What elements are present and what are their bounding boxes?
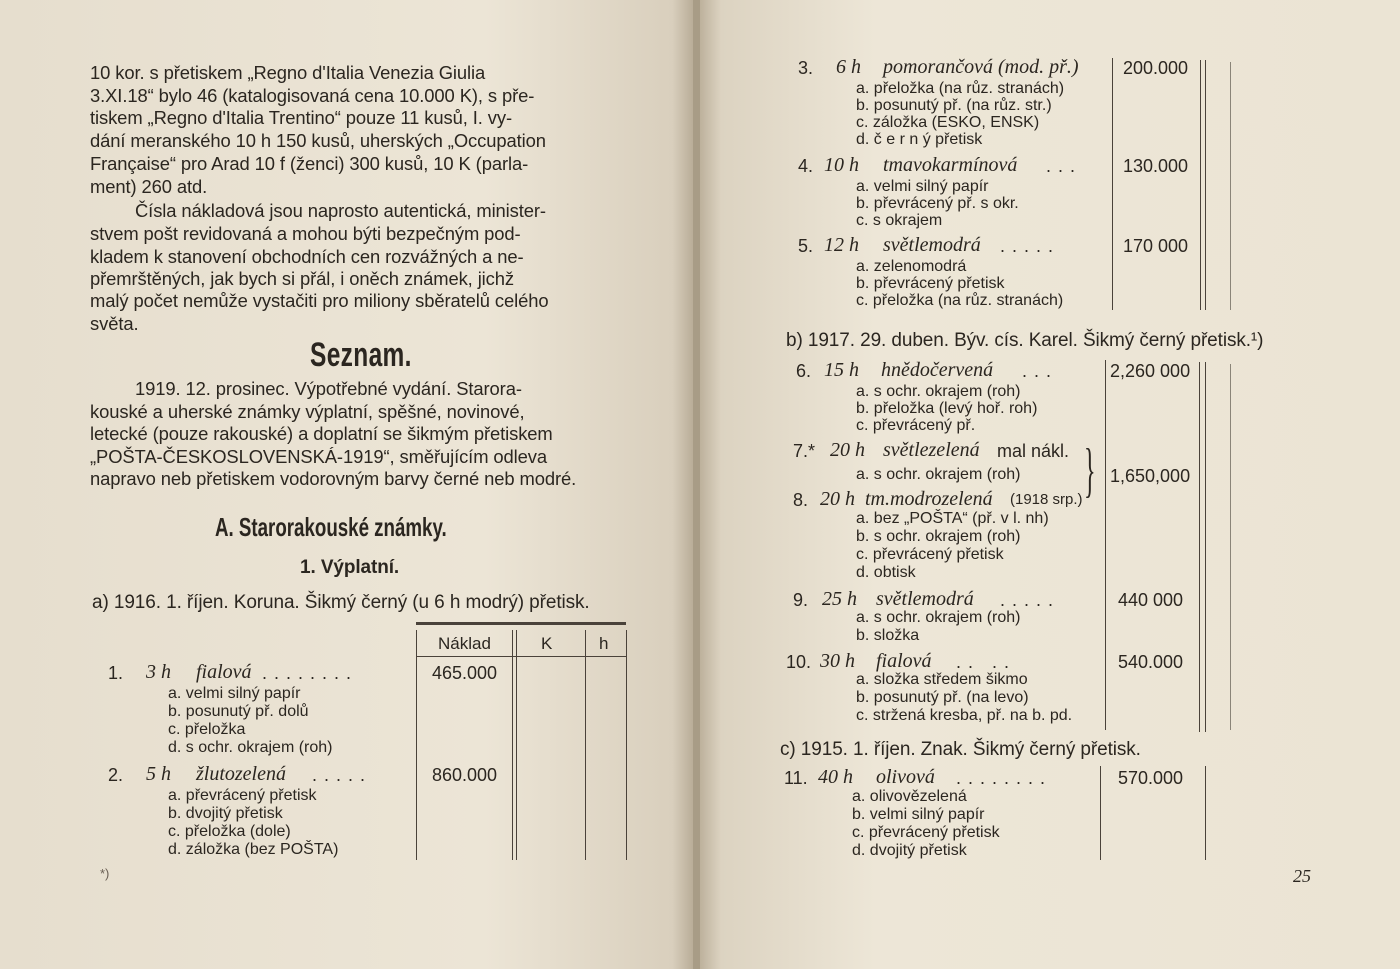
table-top-rule xyxy=(416,622,626,625)
variety: a. velmi silný papír xyxy=(856,178,989,195)
table-header: K xyxy=(541,634,553,653)
entry-value: 6 h xyxy=(836,56,861,78)
entry-number: 4. xyxy=(798,156,814,176)
entry-number: 8. xyxy=(793,490,809,510)
entry-value: 20 h xyxy=(830,439,865,461)
variety: b. převrácený př. s okr. xyxy=(856,195,1019,212)
page-heading: Seznam. xyxy=(310,336,412,374)
variety: b. posunutý př. dolů xyxy=(168,703,309,720)
table-rule xyxy=(516,630,517,860)
variety: b. posunutý př. (na levo) xyxy=(856,689,1029,706)
intro-line: dání meranského 10 h 150 kusů, uherských „Occupation xyxy=(90,130,546,151)
variety: b. převrácený přetisk xyxy=(856,275,1005,292)
entry-name: fialová xyxy=(876,650,932,672)
entry-dots: . . . . . xyxy=(1000,236,1055,256)
entry-name: světlezelená xyxy=(883,439,980,461)
variety: b. složka xyxy=(856,627,920,644)
entry-name: pomorančová (mod. př.) xyxy=(883,56,1079,78)
intro-line: kladem k stanovení obchodních cen rozvážných a ne- xyxy=(90,246,524,267)
count-column-rule xyxy=(1100,766,1101,860)
right-page xyxy=(700,0,1400,969)
section-heading: A. Starorakouské známky. xyxy=(215,512,447,542)
entry-suffix: (1918 srp.) xyxy=(1010,491,1083,508)
table-header: h xyxy=(599,634,609,653)
entry-number: 6. xyxy=(796,361,812,381)
footer-mark: *) xyxy=(100,866,110,881)
variety: d. s ochr. okrajem (roh) xyxy=(168,739,333,756)
entry-number: 1. xyxy=(108,663,124,683)
intro-line: přemrštěných, jak bych si přál, i oněch známek, jichž xyxy=(90,268,514,289)
issue-line: napravo neb přetiskem vodorovným barvy černé neb modré. xyxy=(90,468,577,489)
entry-number: 5. xyxy=(798,236,814,256)
variety: d. dvojitý přetisk xyxy=(852,842,967,859)
left-page xyxy=(0,0,693,969)
variety: a. olivovězelená xyxy=(852,788,967,805)
variety: a. převrácený přetisk xyxy=(168,787,317,804)
entry-value: 3 h xyxy=(146,661,171,683)
issue-subheading: b) 1917. 29. duben. Býv. cís. Karel. Šikmý černý přetisk.¹) xyxy=(786,330,1264,351)
entry-number: 2. xyxy=(108,765,124,785)
entry-count: 200.000 xyxy=(1123,58,1189,78)
variety: d. záložka (bez POŠTA) xyxy=(168,841,339,858)
entry-name: světlemodrá xyxy=(883,234,981,256)
entry-count: 540.000 xyxy=(1118,652,1184,672)
intro-line: Française“ pro Arad 10 f (ženci) 300 kusů, 10 K (parla- xyxy=(90,153,529,174)
table-rule xyxy=(585,630,586,860)
entry-value: 25 h xyxy=(822,588,857,610)
intro-line: ment) 260 atd. xyxy=(90,176,208,197)
intro-line: malý počet nemůže vystačiti pro miliony sběratelů celého xyxy=(90,290,549,311)
subsection-heading: 1. Výplatní. xyxy=(300,557,400,578)
variety: a. velmi silný papír xyxy=(168,685,301,702)
entry-value: 40 h xyxy=(818,766,853,788)
variety: c. převrácený přetisk xyxy=(856,546,1004,563)
variety: c. přeložka (dole) xyxy=(168,823,291,840)
entry-count: 440 000 xyxy=(1118,590,1184,610)
page-number: 25 xyxy=(1293,866,1311,886)
count-column-rule xyxy=(1105,360,1106,730)
entry-name: olivová xyxy=(876,766,935,788)
entry-number: 10. xyxy=(786,652,812,672)
entry-name: fialová xyxy=(196,661,252,683)
h-column-rule xyxy=(1230,364,1231,730)
variety: b. velmi silný papír xyxy=(852,806,985,823)
h-column-rule xyxy=(1230,62,1231,310)
issue-line: kouské a uherské známky výplatní, spěšné, novinové, xyxy=(90,401,525,422)
entry-dots: . . . . . . . . xyxy=(262,663,353,683)
k-column-rule xyxy=(1200,60,1201,310)
variety: a. s ochr. okrajem (roh) xyxy=(856,383,1021,400)
entry-count: 130.000 xyxy=(1123,156,1189,176)
intro-line: Čísla nákladová jsou naprosto autentická, minister- xyxy=(135,200,546,221)
entry-value: 30 h xyxy=(820,650,855,672)
entry-number: 3. xyxy=(798,58,814,78)
variety: c. záložka (ESKO, ENSK) xyxy=(856,114,1040,131)
variety: a. bez „POŠTA“ (př. v l. nh) xyxy=(856,510,1049,527)
table-rule xyxy=(512,630,513,860)
variety: a. složka středem šikmo xyxy=(856,671,1028,688)
variety: a. přeložka (na růz. stranách) xyxy=(856,80,1065,97)
entry-suffix: mal nákl. xyxy=(997,441,1070,461)
intro-line: 10 kor. s přetiskem „Regno d'Italia Venezia Giulia xyxy=(90,62,486,83)
entry-value: 10 h xyxy=(824,154,859,176)
variety: b. s ochr. okrajem (roh) xyxy=(856,528,1021,545)
variety: c. s okrajem xyxy=(856,212,943,229)
entry-number: 9. xyxy=(793,590,809,610)
variety: b. přeložka (levý hoř. roh) xyxy=(856,400,1038,417)
entry-count: 465.000 xyxy=(432,663,498,683)
entry-dots: . . . . . . . . xyxy=(956,768,1047,788)
variety: c. přeložka xyxy=(168,721,246,738)
entry-dots: . . . . xyxy=(956,652,1011,672)
variety: a. s ochr. okrajem (roh) xyxy=(856,609,1021,626)
intro-line: stvem pošt revidovaná a mohou býti bezpečným pod- xyxy=(90,223,521,244)
variety: b. dvojitý přetisk xyxy=(168,805,283,822)
table-header-rule xyxy=(416,656,626,657)
book-gutter xyxy=(693,0,700,969)
issue-line: 1919. 12. prosinec. Výpotřebné vydání. Starora- xyxy=(135,378,522,399)
k-column-rule xyxy=(1205,60,1206,310)
entry-count: 570.000 xyxy=(1118,768,1184,788)
variety: c. přeložka (na růz. stranách) xyxy=(856,292,1064,309)
entry-count: 170 000 xyxy=(1123,236,1189,256)
entry-dots: . . . xyxy=(1046,156,1077,176)
k-column-rule xyxy=(1199,362,1200,732)
variety: a. zelenomodrá xyxy=(856,258,967,275)
k-column-rule xyxy=(1205,766,1206,860)
variety: d. obtisk xyxy=(856,564,916,581)
entry-name: tm.modrozelená xyxy=(865,488,993,510)
issue-line: letecké (pouze rakouské) a doplatní se šikmým přetiskem xyxy=(90,423,553,444)
intro-line: světa. xyxy=(90,313,139,334)
variety: a. s ochr. okrajem (roh) xyxy=(856,466,1021,483)
table-rule xyxy=(416,630,417,860)
entry-value: 12 h xyxy=(824,234,859,256)
variety: c. stržená kresba, př. na b. pd. xyxy=(856,707,1073,724)
brace: } xyxy=(1084,437,1096,503)
table-rule xyxy=(626,630,627,860)
entry-name: žlutozelená xyxy=(196,763,286,785)
issue-line: „POŠTA-ČESKOSLOVENSKÁ-1919“, směřujícím odleva xyxy=(90,446,548,467)
entry-dots: . . . . . xyxy=(312,765,367,785)
entry-dots: . . . xyxy=(1022,361,1053,381)
entry-count: 860.000 xyxy=(432,765,498,785)
variety: c. převrácený přetisk xyxy=(852,824,1000,841)
entry-number: 7.* xyxy=(793,441,816,461)
issue-subheading: c) 1915. 1. říjen. Znak. Šikmý černý přetisk. xyxy=(780,739,1141,760)
intro-line: 3.XI.18“ bylo 46 (katalogisovaná cena 10.000 K), s pře- xyxy=(90,85,535,106)
entry-name: světlemodrá xyxy=(876,588,974,610)
variety: d. č e r n ý přetisk xyxy=(856,131,983,148)
entry-value: 20 h xyxy=(820,488,855,510)
count-column-rule xyxy=(1112,58,1113,310)
entry-name: hnědočervená xyxy=(881,359,994,381)
entry-name: tmavokarmínová xyxy=(883,154,1018,176)
variety: b. posunutý př. (na růz. str.) xyxy=(856,97,1052,114)
entry-count: 2,260 000 xyxy=(1110,361,1191,381)
entry-value: 5 h xyxy=(146,763,171,785)
entry-dots: . . . . . xyxy=(1000,590,1055,610)
table-header: Náklad xyxy=(438,634,491,653)
k-column-rule xyxy=(1205,362,1206,732)
intro-line: tiskem „Regno d'Italia Trentino“ pouze 11 kusů, I. vy- xyxy=(90,107,512,128)
variety: c. převrácený př. xyxy=(856,417,976,434)
issue-subheading: a) 1916. 1. říjen. Koruna. Šikmý černý (u 6 h modrý) přetisk. xyxy=(92,592,590,613)
shared-count: 1,650,000 xyxy=(1110,466,1191,486)
entry-value: 15 h xyxy=(824,359,859,381)
entry-number: 11. xyxy=(784,768,808,788)
